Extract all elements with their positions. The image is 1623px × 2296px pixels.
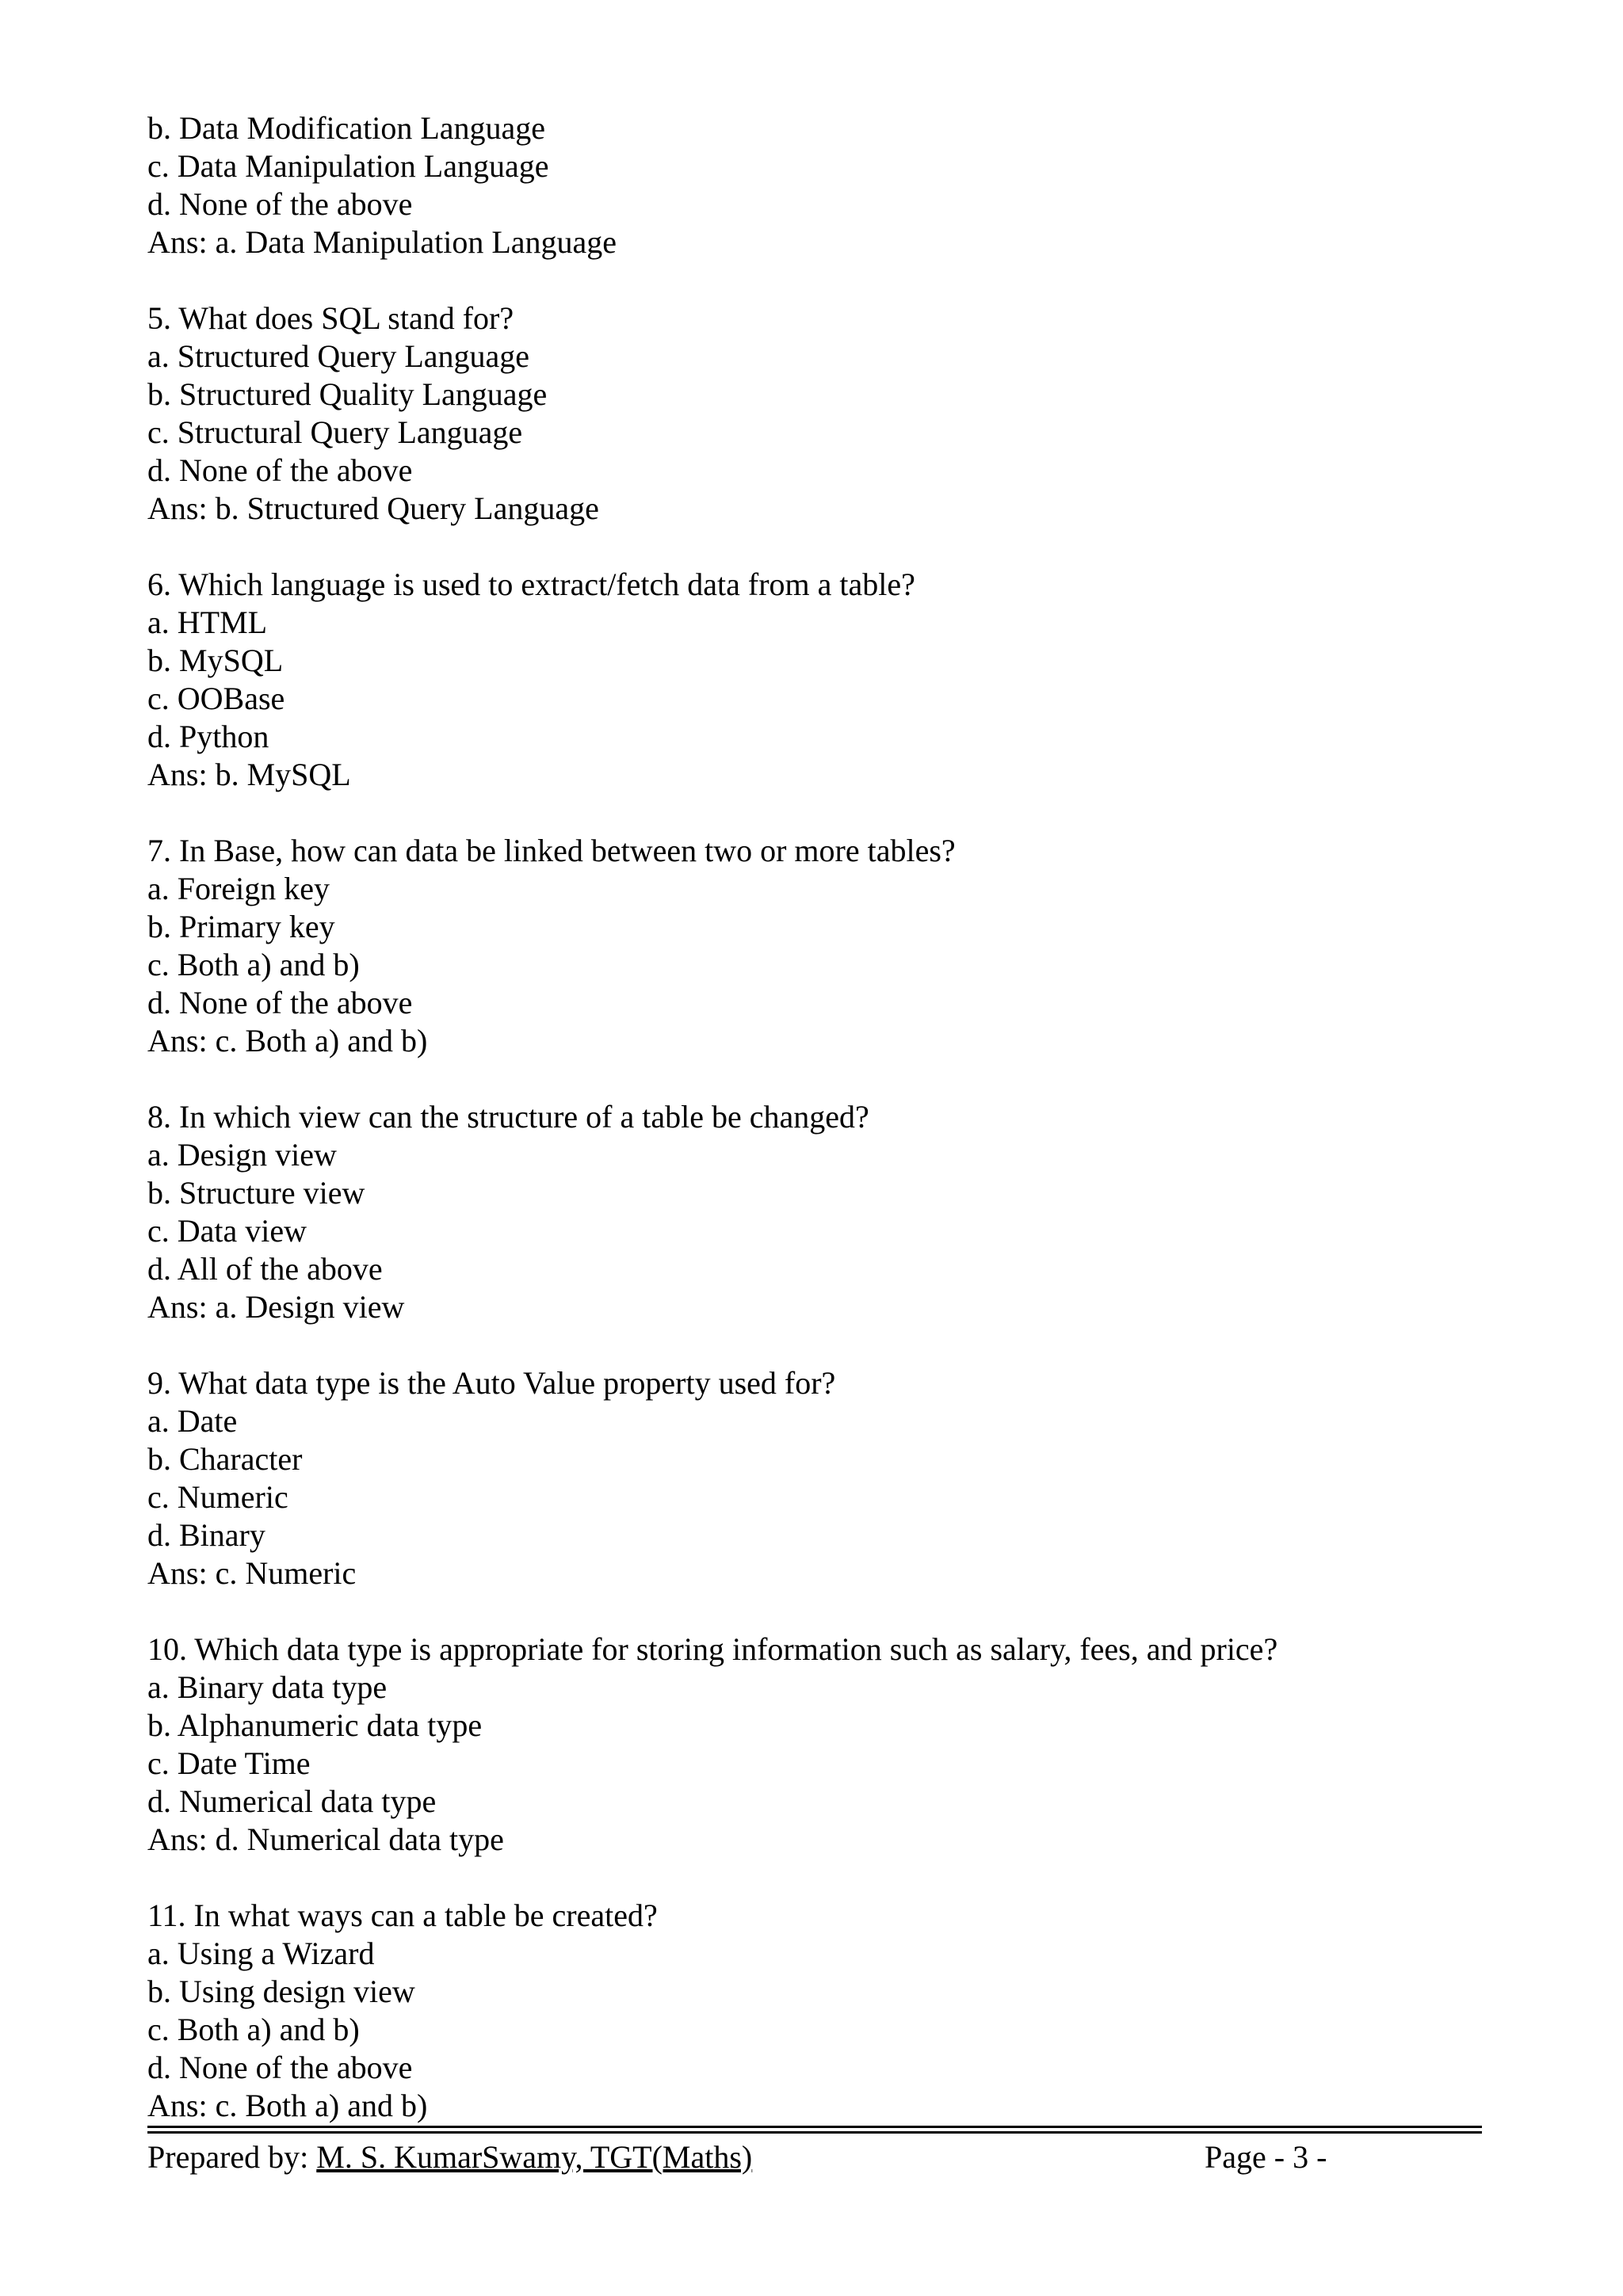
option-line: b. Primary key <box>147 909 335 944</box>
option-line: a. Using a Wizard <box>147 1936 375 1971</box>
answer-line: Ans: c. Both a) and b) <box>147 1023 428 1058</box>
continuation-block <box>147 109 1479 261</box>
option-line: a. Foreign key <box>147 871 330 906</box>
option-line: c. Data Manipulation Language <box>147 148 549 184</box>
answer-line: Ans: c. Numeric <box>147 1555 357 1591</box>
question-text: 6. Which language is used to extract/fetch data from a table? <box>147 566 915 602</box>
answer-line: Ans: a. Design view <box>147 1289 405 1325</box>
question-text: 10. Which data type is appropriate for storing information such as salary, fees, and price? <box>147 1631 1278 1667</box>
option-line: c. OOBase <box>147 681 285 716</box>
option-line: a. HTML <box>147 605 268 640</box>
author-name: M. S. KumarSwamy, TGT(Maths) <box>316 2139 753 2175</box>
question-block <box>147 832 1479 1060</box>
option-line: a. Date <box>147 1403 238 1439</box>
option-line: b. Alphanumeric data type <box>147 1707 483 1743</box>
option-line: b. Data Modification Language <box>147 110 546 146</box>
footer-divider <box>147 2126 1482 2134</box>
question-block <box>147 299 1479 528</box>
answer-line: Ans: d. Numerical data type <box>147 1821 504 1857</box>
answer-line: Ans: c. Both a) and b) <box>147 2088 428 2123</box>
option-line: d. Numerical data type <box>147 1783 437 1819</box>
answer-line: Ans: a. Data Manipulation Language <box>147 224 617 260</box>
question-block <box>147 1897 1479 2125</box>
option-line: c. Data view <box>147 1213 307 1249</box>
option-line: c. Structural Query Language <box>147 414 523 450</box>
page-number: Page - 3 - <box>1205 2139 1327 2175</box>
option-line: d. None of the above <box>147 186 413 222</box>
question-block <box>147 1364 1479 1592</box>
answer-line: Ans: b. MySQL <box>147 757 351 792</box>
option-line: b. Character <box>147 1441 303 1477</box>
question-block <box>147 566 1479 794</box>
prepared-by-label: Prepared by: <box>147 2139 317 2175</box>
question-block <box>147 1098 1479 1326</box>
option-line: c. Both a) and b) <box>147 2012 360 2047</box>
option-line: c. Both a) and b) <box>147 947 360 982</box>
option-line: b. Structured Quality Language <box>147 376 548 412</box>
document-body <box>147 109 1479 2125</box>
question-block <box>147 1630 1479 1859</box>
option-line: a. Binary data type <box>147 1669 388 1705</box>
question-text: 9. What data type is the Auto Value property used for? <box>147 1365 836 1401</box>
option-line: b. Using design view <box>147 1974 415 2009</box>
question-text: 5. What does SQL stand for? <box>147 300 514 336</box>
answer-line: Ans: b. Structured Query Language <box>147 490 599 526</box>
option-line: b. Structure view <box>147 1175 365 1211</box>
option-line: d. None of the above <box>147 985 413 1020</box>
option-line: d. None of the above <box>147 2050 413 2085</box>
question-text: 8. In which view can the structure of a table be changed? <box>147 1099 869 1135</box>
option-line: c. Date Time <box>147 1745 311 1781</box>
question-text: 11. In what ways can a table be created? <box>147 1897 658 1933</box>
option-line: d. Binary <box>147 1517 265 1553</box>
option-line: a. Structured Query Language <box>147 338 530 374</box>
option-line: b. MySQL <box>147 643 284 678</box>
page-footer <box>147 2138 1482 2176</box>
option-line: c. Numeric <box>147 1479 288 1515</box>
option-line: a. Design view <box>147 1137 337 1173</box>
option-line: d. All of the above <box>147 1251 383 1287</box>
question-text: 7. In Base, how can data be linked between two or more tables? <box>147 833 956 868</box>
option-line: d. None of the above <box>147 452 413 488</box>
option-line: d. Python <box>147 719 269 754</box>
